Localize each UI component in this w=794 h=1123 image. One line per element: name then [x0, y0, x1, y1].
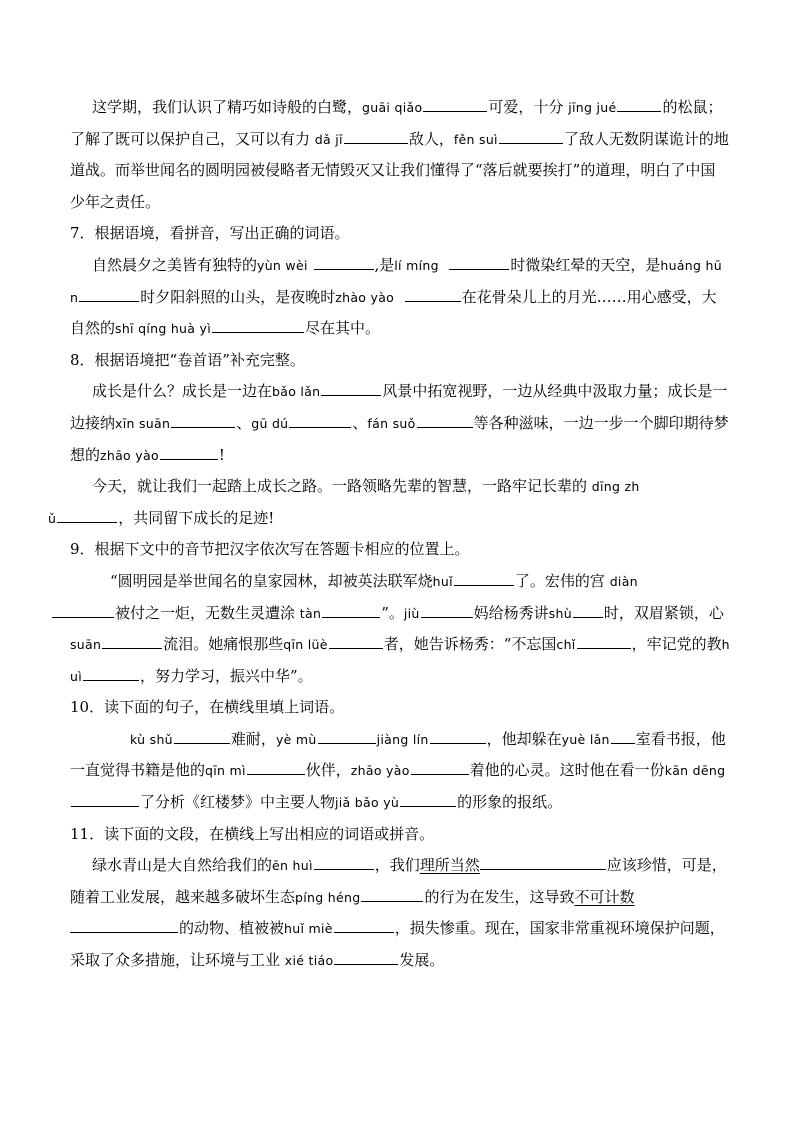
- question-11-heading: 11．读下面的文段，在横线上写出相应的词语或拼音。: [70, 824, 435, 843]
- text: 成长是什么？成长是一边在: [92, 382, 273, 401]
- answer-blank[interactable]: [174, 726, 230, 744]
- answer-blank[interactable]: [344, 126, 408, 144]
- question-8-body: [70, 376, 730, 471]
- text: 的动物、植被被: [179, 919, 285, 938]
- pinyin: dīng zh: [591, 479, 640, 495]
- pinyin: jiàng lín: [376, 731, 429, 747]
- pinyin: jiǎ bǎo yù: [335, 795, 400, 811]
- answer-blank[interactable]: [321, 378, 381, 396]
- text: 的松鼠；了解了既可以保护自己，又可以有力: [70, 98, 723, 148]
- text: 等各种滋味，一边一步一个脚印期待梦想的: [70, 413, 729, 464]
- text: 发展。: [399, 951, 445, 970]
- pinyin: ǔ: [48, 510, 57, 526]
- answer-blank[interactable]: [577, 631, 631, 649]
- text: 时微染红晕的天空，是: [510, 255, 661, 274]
- pinyin: tàn: [299, 605, 322, 621]
- pinyin: jīng jué: [568, 100, 617, 115]
- answer-blank[interactable]: [454, 568, 514, 586]
- pinyin: huǐ: [432, 573, 453, 589]
- text: ，努力学习，振兴中华”。: [140, 666, 313, 685]
- answer-blank[interactable]: [611, 726, 635, 744]
- pinyin: fán suǒ: [367, 415, 416, 431]
- question-7-heading: 7．根据语境，看拼音，写出正确的词语。: [70, 224, 350, 243]
- pinyin: zhāo yào: [100, 447, 159, 463]
- answer-blank[interactable]: [314, 852, 374, 870]
- text: 敌人，: [408, 129, 454, 148]
- text: !: [218, 445, 225, 464]
- answer-blank[interactable]: [57, 505, 117, 523]
- pinyin: dǎ jī: [314, 131, 343, 147]
- pinyin: lí míng: [394, 257, 439, 273]
- text: ,是: [374, 255, 395, 274]
- answer-blank[interactable]: [329, 631, 383, 649]
- text: ，损失惨重。现在，国家非常重视环境保护问题，采取了众多措施，让环境与工业: [70, 919, 725, 970]
- answer-blank[interactable]: [400, 789, 456, 807]
- answer-blank[interactable]: [52, 600, 114, 618]
- text: 了。宏伟的宫: [514, 571, 605, 590]
- answer-blank[interactable]: [212, 315, 304, 333]
- answer-blank[interactable]: [289, 410, 351, 428]
- text: ，他却躲在: [486, 729, 562, 748]
- text: 的形象的报纸。: [457, 793, 563, 812]
- text: ”。: [381, 603, 404, 622]
- answer-blank[interactable]: [430, 726, 486, 744]
- answer-blank[interactable]: [171, 410, 235, 428]
- answer-blank[interactable]: [617, 94, 661, 112]
- text: 者，她告诉杨秀：“不忘国: [383, 635, 557, 654]
- question-8-heading: 8．根据语境把“卷首语”补充完整。: [70, 350, 305, 369]
- question-10-body: [70, 724, 730, 819]
- answer-blank[interactable]: [573, 600, 603, 618]
- pinyin: qīn mì: [205, 763, 246, 779]
- text: 了分析《红楼梦》中主要人物: [140, 793, 336, 812]
- pinyin: huáng hūn: [70, 257, 722, 305]
- answer-blank[interactable]: [71, 789, 139, 807]
- text: ，共同留下成长的足迹!: [118, 508, 275, 527]
- text: 伙伴，: [305, 761, 351, 780]
- text: 可爱，十分: [488, 98, 564, 116]
- pinyin: huǐ miè: [284, 921, 333, 937]
- pinyin: bǎo lǎn: [272, 384, 321, 400]
- text: 、: [236, 413, 252, 432]
- answer-blank[interactable]: [361, 884, 423, 902]
- text: 室看书报，他一直觉得书籍是他的: [70, 729, 726, 780]
- question-7-body: [70, 250, 730, 345]
- pinyin: ēn huì: [272, 858, 313, 874]
- question-10-heading: 10．读下面的句子，在横线里填上词语。: [70, 698, 345, 717]
- answer-blank[interactable]: [405, 284, 461, 302]
- answer-blank[interactable]: [322, 600, 380, 618]
- answer-blank[interactable]: [247, 757, 305, 775]
- answer-blank[interactable]: [417, 410, 473, 428]
- pinyin: qīn lüè: [283, 637, 328, 653]
- text: 妈给杨秀讲: [473, 603, 549, 622]
- answer-blank[interactable]: [102, 631, 162, 649]
- text: 时，双眉紧锁，心: [603, 603, 724, 622]
- answer-blank[interactable]: [79, 284, 139, 302]
- text: 尽在其中。: [304, 319, 380, 338]
- answer-blank[interactable]: [421, 600, 473, 618]
- text: ，我们: [374, 856, 420, 875]
- pinyin: kù shǔ: [130, 731, 173, 747]
- worksheet-page: [48, 92, 730, 977]
- text: 应该珍惜，可是，随着工业发展，越来越多破坏生态: [70, 856, 727, 906]
- text: 着他的心灵。这时他在看一份: [469, 761, 665, 780]
- text: 、: [352, 413, 368, 432]
- answer-blank[interactable]: [334, 915, 394, 933]
- pinyin: shī qíng huà yì: [115, 321, 211, 337]
- question-11-body: [70, 850, 730, 976]
- text: 被付之一炬，无数生灵遭涂: [115, 603, 296, 622]
- pinyin: kān dēng: [664, 763, 726, 779]
- text: 了敌人无数阴谋诡计的地道战。而举世闻名的圆明园被侵略者无情毁灭又让我们懂得了“落后就要挨打”的道理，明白了中国少年之责任。: [70, 129, 729, 211]
- text: 自然晨夕之美皆有独特的: [92, 255, 258, 274]
- pinyin: yuè lǎn: [561, 731, 610, 747]
- text: 难耐，: [230, 729, 276, 748]
- text: 的行为在发生，这导致: [424, 887, 575, 906]
- answer-blank[interactable]: [411, 757, 469, 775]
- pinyin: shù: [548, 605, 572, 621]
- answer-blank[interactable]: [423, 94, 487, 112]
- text: 时夕阳斜照的山头，是夜晚时: [140, 287, 336, 306]
- pinyin: yùn wèi: [257, 257, 308, 273]
- answer-blank[interactable]: [160, 442, 218, 460]
- text: 这学期，我们认识了精巧如诗般的白鹭，: [92, 98, 363, 116]
- answer-blank[interactable]: [318, 726, 376, 744]
- text: 流泪。她痛恨那些: [163, 635, 284, 654]
- pinyin: huì: [70, 637, 730, 684]
- question-9-heading: 9．根据下文中的音节把汉字依次写在答题卡相应的位置上。: [70, 540, 470, 559]
- text: 风景中拓宽视野，一边从经典中汲取力量；成长是一边接纳: [70, 382, 728, 432]
- passage-6: [70, 92, 730, 218]
- pinyin: guāi qiǎo: [362, 100, 423, 115]
- answer-blank[interactable]: [314, 252, 374, 270]
- underlined-word: 理所当然: [419, 856, 480, 875]
- pinyin: gū dú: [251, 415, 289, 431]
- pinyin: xīn suān: [115, 415, 171, 431]
- answer-blank[interactable]: [334, 947, 398, 965]
- text: 在花骨朵儿上的月光……用心感受，大自然的: [70, 287, 717, 338]
- text: 绿水青山是大自然给我们的: [92, 856, 273, 875]
- pinyin: yè mù: [275, 731, 317, 747]
- pinyin: píng héng: [295, 889, 361, 905]
- pinyin: zhào yào: [335, 289, 395, 305]
- text: “圆明园是举世闻名的皇家园林，却被英法联军烧: [110, 571, 433, 590]
- text: ，牢记党的教: [631, 635, 722, 654]
- answer-blank[interactable]: [83, 663, 139, 681]
- underlined-word: 不可计数: [574, 887, 635, 906]
- answer-blank[interactable]: [480, 852, 606, 870]
- pinyin: suān: [70, 637, 102, 653]
- pinyin: xié tiáo: [284, 953, 334, 969]
- answer-blank[interactable]: [499, 126, 563, 144]
- answer-blank[interactable]: [70, 915, 178, 933]
- question-9-body: [70, 566, 730, 692]
- pinyin: diàn: [609, 573, 638, 589]
- pinyin: jiù: [403, 605, 420, 621]
- answer-blank[interactable]: [449, 252, 509, 270]
- pinyin: zhāo yào: [350, 763, 410, 779]
- pinyin: chǐ: [556, 637, 576, 653]
- pinyin: fěn suì: [453, 131, 498, 147]
- text: 今天，就让我们一起踏上成长之路。一路领略先辈的智慧，一路牢记长辈的: [92, 477, 588, 496]
- question-8-body-2: [48, 471, 730, 534]
